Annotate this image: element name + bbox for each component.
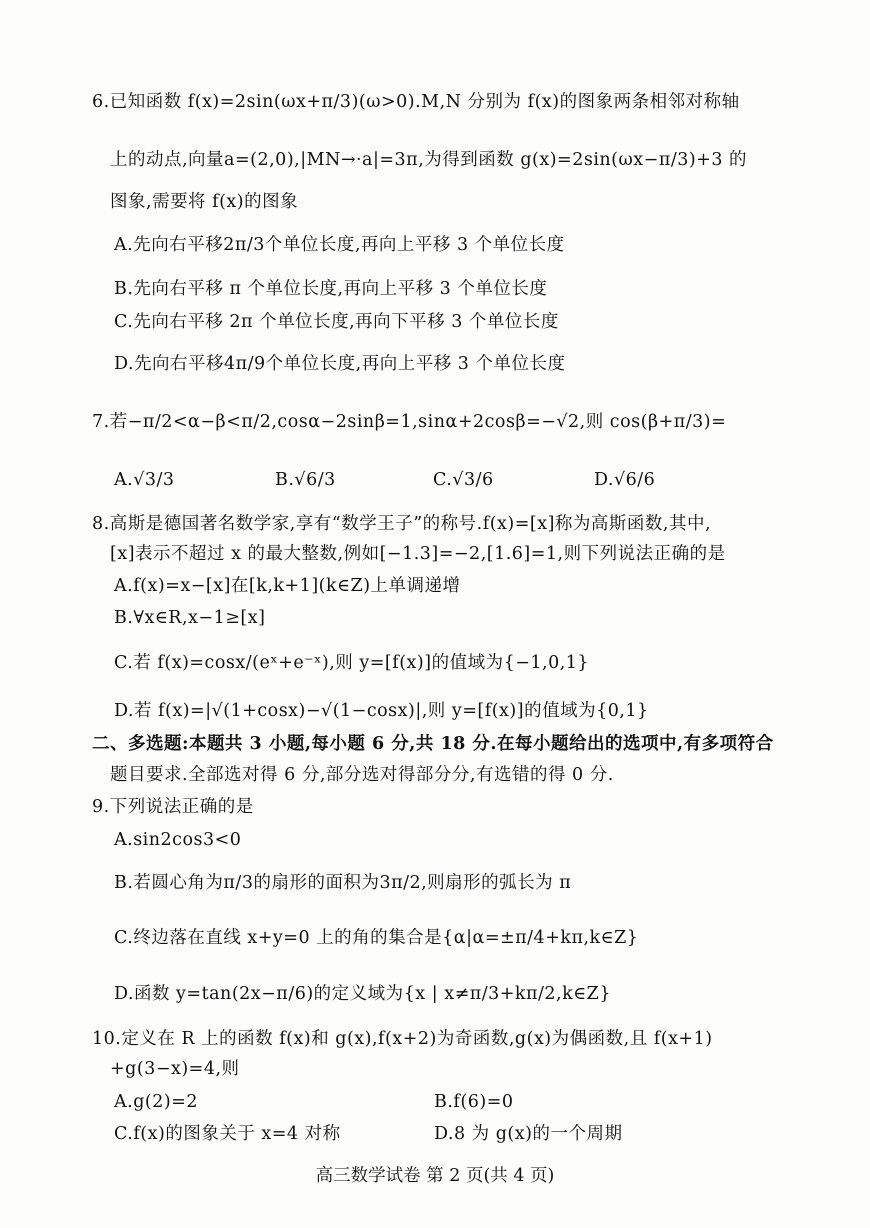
q9-option-a: A.sin2cos3<0 bbox=[114, 830, 242, 850]
q7-option-d: D.√6/6 bbox=[594, 470, 656, 490]
q7-option-a: A.√3/3 bbox=[114, 470, 175, 490]
q8-line2: [x]表示不超过 x 的最大整数,例如[−1.3]=−2,[1.6]=1,则下列说法正确的是 bbox=[110, 544, 726, 564]
q6-line3: 图象,需要将 f(x)的图象 bbox=[110, 192, 299, 212]
q6-option-d: D.先向右平移4π/9个单位长度,再向上平移 3 个单位长度 bbox=[114, 354, 566, 374]
q9-option-d: D.函数 y=tan(2x−π/6)的定义域为{x | x≠π/3+kπ/2,k∈Z} bbox=[114, 984, 611, 1004]
q8-line1: 8.高斯是德国著名数学家,享有“数学王子”的称号.f(x)=[x]称为高斯函数,其中, bbox=[92, 514, 712, 534]
q10-line2: +g(3−x)=4,则 bbox=[110, 1059, 240, 1079]
q7-stem: 7.若−π/2<α−β<π/2,cosα−2sinβ=1,sinα+2cosβ=−√2,则 cos(β+π/3)= bbox=[92, 412, 727, 432]
q7-option-b: B.√6/3 bbox=[275, 470, 336, 490]
q8-option-d: D.若 f(x)=|√(1+cosx)−√(1−cosx)|,则 y=[f(x)]的值域为{0,1} bbox=[114, 701, 649, 721]
q10-option-b: B.f(6)=0 bbox=[434, 1092, 514, 1112]
q7-option-c: C.√3/6 bbox=[433, 470, 494, 490]
q9-stem: 9.下列说法正确的是 bbox=[92, 797, 254, 817]
q10-option-a: A.g(2)=2 bbox=[114, 1092, 198, 1112]
q10-option-c: C.f(x)的图象关于 x=4 对称 bbox=[114, 1124, 341, 1144]
page-footer: 高三数学试卷 第 2 页(共 4 页) bbox=[315, 1166, 555, 1186]
section2-instructions: 题目要求.全部选对得 6 分,部分选对得部分分,有选错的得 0 分. bbox=[110, 765, 614, 785]
q9-option-c: C.终边落在直线 x+y=0 上的角的集合是{α|α=±π/4+kπ,k∈Z} bbox=[114, 928, 639, 948]
q6-line2: 上的动点,向量a=(2,0),|MN→·a|=3π,为得到函数 g(x)=2sin(ωx−π/3)+3 的 bbox=[110, 150, 748, 170]
q8-option-a: A.f(x)=x−[x]在[k,k+1](k∈Z)上单调递增 bbox=[114, 576, 461, 596]
q9-option-b: B.若圆心角为π/3的扇形的面积为3π/2,则扇形的弧长为 π bbox=[114, 873, 572, 893]
section2-heading: 二、多选题:本题共 3 小题,每小题 6 分,共 18 分.在每小题给出的选项中,有多项符合 bbox=[92, 734, 774, 754]
q10-option-d: D.8 为 g(x)的一个周期 bbox=[434, 1124, 623, 1144]
q6-option-b: B.先向右平移 π 个单位长度,再向上平移 3 个单位长度 bbox=[114, 279, 548, 299]
q6-option-a: A.先向右平移2π/3个单位长度,再向上平移 3 个单位长度 bbox=[114, 235, 565, 255]
q8-option-c: C.若 f(x)=cosx/(eˣ+e⁻ˣ),则 y=[f(x)]的值域为{−1,0,1} bbox=[114, 653, 590, 673]
q6-line1: 6.已知函数 f(x)=2sin(ωx+π/3)(ω>0).M,N 分别为 f(x)的图象两条相邻对称轴 bbox=[92, 92, 740, 112]
q10-line1: 10.定义在 R 上的函数 f(x)和 g(x),f(x+2)为奇函数,g(x)为偶函数,且 f(x+1) bbox=[92, 1029, 713, 1049]
q8-option-b: B.∀x∈R,x−1≥[x] bbox=[114, 608, 266, 628]
q6-option-c: C.先向右平移 2π 个单位长度,再向下平移 3 个单位长度 bbox=[114, 312, 559, 332]
